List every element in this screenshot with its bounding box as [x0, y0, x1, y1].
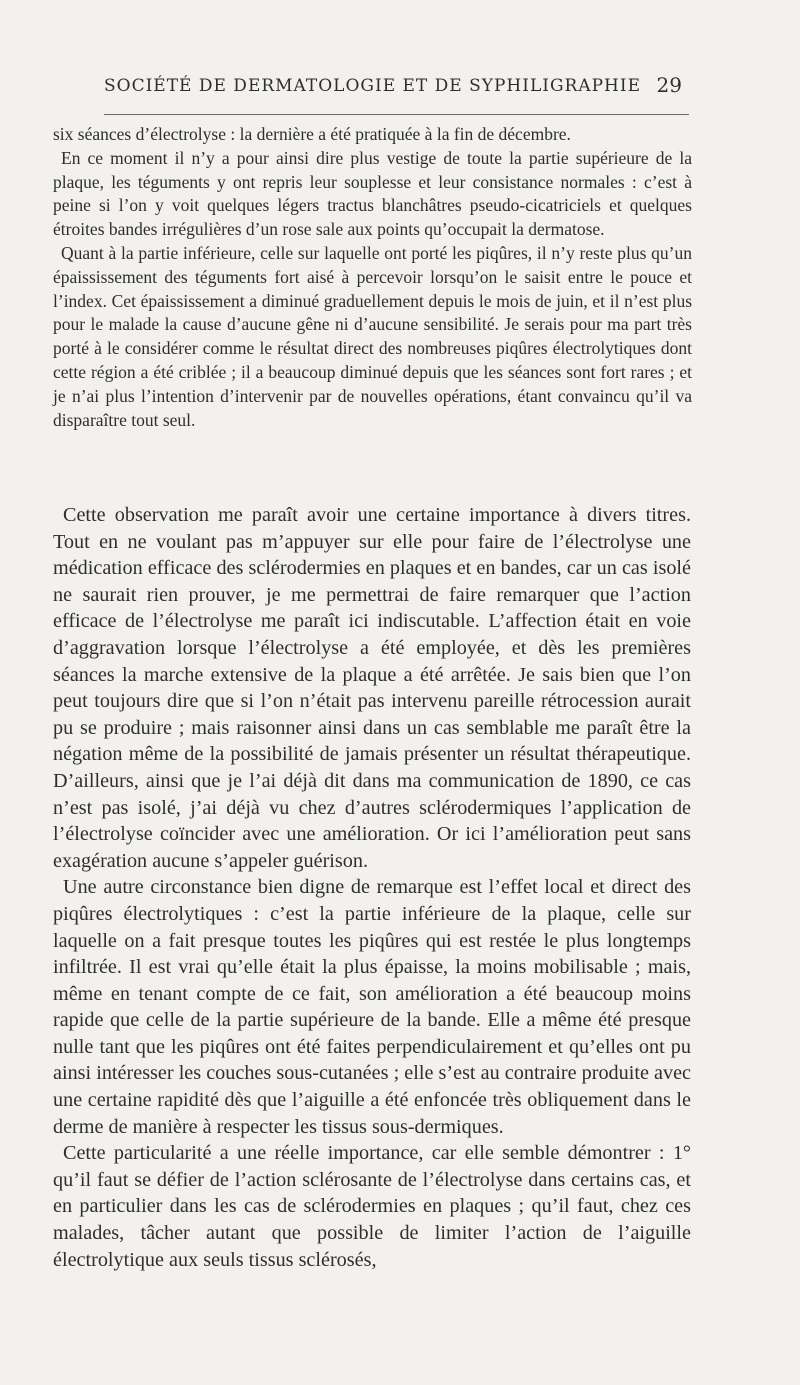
paragraph: Cette particularité a une réelle importance, car elle semble démontrer : 1° qu’il faut se défier de l’action sclérosante de l’électrolyse dans certains cas, et en particulier dans les cas de sclérodermies en plaques ; qu’il faut, chez ces malades, tâcher autant que possible de limiter l’action de l’aiguille électrolytique aux seuls tissus sclérosés, [53, 1142, 691, 1271]
paragraph: En ce moment il n’y a pour ainsi dire plus vestige de toute la partie supérieure de la plaque, les téguments y ont repris leur souplesse et leur consistance normales : c’est à peine si l’on y voit quelques légers tractus blanchâtres pseudo-cicatriciels et quelques étroites bandes irrégulières d’un rose sale aux points qu’occupait la dermatose. [53, 147, 692, 240]
running-header [104, 73, 682, 100]
paragraph: Une autre circonstance bien digne de remarque est l’effet local et direct des piqûres électrolytiques : c’est la partie inférieure de la plaque, celle sur laquelle on a fait presque toutes les piqûres qui est restée le plus longtemps infiltrée. Il est vrai qu’elle était la plus épaisse, la moins mobilisable ; mais, même en tenant compte de ce fait, son amélioration a été beaucoup moins rapide que celle de la partie supérieure de la bande. Elle a même été presque nulle tant que les piqûres ont été faites perpendiculairement et qu’elles ont pu ainsi intéresser les couches sous-cutanées ; elle s’est au contraire produite avec une certaine rapidité dès que l’aiguille a été enfoncée très obliquement dans le derme de manière à respecter les tissus sous-dermiques. [53, 876, 691, 1138]
page-number: 29 [656, 73, 682, 97]
case-note-text [53, 123, 692, 432]
journal-title: SOCIÉTÉ DE DERMATOLOGIE ET DE SYPHILIGRAPHIE [104, 76, 642, 96]
paragraph: Cette observation me paraît avoir une certaine importance à divers titres. Tout en ne voulant pas m’appuyer sur elle pour faire de l’électrolyse une médication efficace des sclérodermies en plaques et en bandes, car un cas isolé ne saurait rien prouver, je me permettrai de faire remarquer que l’action efficace de l’électrolyse me paraît ici indiscutable. L’affection était en voie d’aggravation lorsque l’électrolyse a été employée, et dès les premières séances la marche extensive de la plaque a été arrêtée. Je sais bien que l’on peut toujours dire que si l’on n’était pas intervenu pareille rétrocession aurait pu se produire ; mais raisonner ainsi dans un cas semblable me paraît être la négation même de la possibilité de jamais présenter un résultat thérapeutique. D’ailleurs, ainsi que je l’ai déjà dit dans ma communication de 1890, ce cas n’est pas isolé, j’ai déjà vu chez d’autres sclérodermiques l’application de l’électrolyse coïncider avec une amélioration. Or ici l’amélioration peut sans exagération aucune s’appeler guérison. [53, 504, 691, 872]
main-body-text [53, 502, 691, 1273]
paragraph-fragment: six séances d’électrolyse : la dernière a été pratiquée à la fin de décembre. [53, 124, 571, 144]
paragraph: Quant à la partie inférieure, celle sur laquelle ont porté les piqûres, il n’y reste plus qu’un épaississement des téguments fort aisé à percevoir lorsqu’on le saisit entre le pouce et l’index. Cet épaississement a diminué graduellement depuis le mois de juin, et il n’est plus pour le malade la cause d’aucune gêne ni d’aucune sensibilité. Je serais pour ma part très porté à le considérer comme le résultat direct des nombreuses piqûres électrolytiques dont cette région a été criblée ; il a beaucoup diminué depuis que les séances sont fort rares ; et je n’ai plus l’intention d’intervenir par de nouvelles opérations, étant convaincu qu’il va disparaître tout seul. [53, 242, 692, 430]
header-rule [104, 114, 689, 115]
